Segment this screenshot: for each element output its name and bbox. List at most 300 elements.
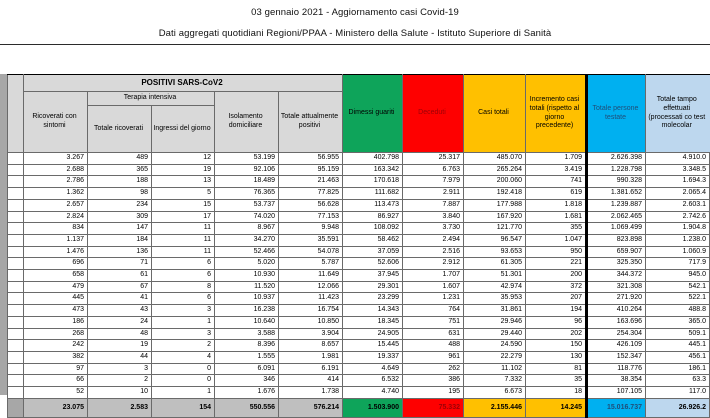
- cell-tamponi: 186.1: [646, 363, 710, 375]
- cell-terapia-totale: 10: [88, 387, 152, 399]
- cell-terapia-totale: 2: [88, 375, 152, 387]
- cell-attualmente-positivi: 12.066: [279, 281, 343, 293]
- cell-deceduti: 751: [403, 316, 464, 328]
- cell-incremento-casi: 150: [526, 340, 587, 352]
- total-deceduti: 75.332: [403, 398, 464, 417]
- region-cell: [8, 293, 24, 305]
- deceduti-header: Deceduti: [403, 75, 464, 153]
- cell-ricoverati-sintomi: 97: [24, 363, 88, 375]
- cell-ricoverati-sintomi: 834: [24, 223, 88, 235]
- cell-terapia-totale: 489: [88, 153, 152, 165]
- dimessi-guariti-header: Dimessi guariti: [343, 75, 403, 153]
- divider-line: [0, 44, 710, 45]
- cell-deceduti: 2.911: [403, 188, 464, 200]
- cell-tamponi: 4.910.0: [646, 153, 710, 165]
- cell-attualmente-positivi: 1.738: [279, 387, 343, 399]
- cell-tamponi: 2.742.6: [646, 211, 710, 223]
- cell-terapia-totale: 48: [88, 328, 152, 340]
- tamponi-header: Totale tampo effettuati (processati co test molecolar: [646, 75, 710, 153]
- cell-terapia-totale: 67: [88, 281, 152, 293]
- table-row: [8, 387, 710, 399]
- cell-attualmente-positivi: 5.787: [279, 258, 343, 270]
- cell-isolamento: 6.091: [215, 363, 279, 375]
- cell-terapia-totale: 147: [88, 223, 152, 235]
- cell-incremento-casi: 130: [526, 351, 587, 363]
- cell-casi-totali: 7.332: [464, 375, 526, 387]
- cell-persone-testate: 1.239.887: [587, 199, 646, 211]
- cell-terapia-totale: 234: [88, 199, 152, 211]
- cell-ricoverati-sintomi: 268: [24, 328, 88, 340]
- cell-ricoverati-sintomi: 2.657: [24, 199, 88, 211]
- cell-attualmente-positivi: 77.825: [279, 188, 343, 200]
- cell-incremento-casi: 81: [526, 363, 587, 375]
- cell-incremento-casi: 1.818: [526, 199, 587, 211]
- cell-terapia-totale: 188: [88, 176, 152, 188]
- cell-tamponi: 2.065.4: [646, 188, 710, 200]
- cell-ingressi-giorno: 11: [152, 223, 215, 235]
- cell-persone-testate: 118.776: [587, 363, 646, 375]
- cell-tamponi: 945.0: [646, 270, 710, 282]
- cell-isolamento: 1.676: [215, 387, 279, 399]
- cell-terapia-totale: 19: [88, 340, 152, 352]
- cell-deceduti: 1.607: [403, 281, 464, 293]
- cell-casi-totali: 93.653: [464, 246, 526, 258]
- cell-ingressi-giorno: 5: [152, 188, 215, 200]
- cell-incremento-casi: 96: [526, 316, 587, 328]
- cell-deceduti: 961: [403, 351, 464, 363]
- cell-terapia-totale: 98: [88, 188, 152, 200]
- region-cell: [8, 363, 24, 375]
- cell-dimessi-guariti: 52.606: [343, 258, 403, 270]
- cell-tamponi: 117.0: [646, 387, 710, 399]
- cell-deceduti: 488: [403, 340, 464, 352]
- cell-dimessi-guariti: 29.301: [343, 281, 403, 293]
- region-cell: [8, 351, 24, 363]
- table-row: [8, 293, 710, 305]
- cell-tamponi: 509.1: [646, 328, 710, 340]
- cell-persone-testate: 426.109: [587, 340, 646, 352]
- cell-ingressi-giorno: 6: [152, 270, 215, 282]
- region-cell: [8, 270, 24, 282]
- cell-ricoverati-sintomi: 1.137: [24, 234, 88, 246]
- cell-tamponi: 445.1: [646, 340, 710, 352]
- cell-attualmente-positivi: 9.948: [279, 223, 343, 235]
- cell-isolamento: 16.238: [215, 305, 279, 317]
- cell-attualmente-positivi: 11.649: [279, 270, 343, 282]
- cell-deceduti: 6.763: [403, 164, 464, 176]
- cell-ingressi-giorno: 4: [152, 351, 215, 363]
- cell-dimessi-guariti: 6.532: [343, 375, 403, 387]
- region-cell: [8, 258, 24, 270]
- cell-casi-totali: 6.673: [464, 387, 526, 399]
- cell-tamponi: 365.0: [646, 316, 710, 328]
- cell-ingressi-giorno: 0: [152, 375, 215, 387]
- cell-ingressi-giorno: 1: [152, 316, 215, 328]
- cell-isolamento: 3.588: [215, 328, 279, 340]
- total-isolamento: 550.556: [215, 398, 279, 417]
- table-row: [8, 270, 710, 282]
- cell-ingressi-giorno: 17: [152, 211, 215, 223]
- clipped-left-column: [0, 74, 7, 395]
- cell-deceduti: 386: [403, 375, 464, 387]
- cell-attualmente-positivi: 1.981: [279, 351, 343, 363]
- cell-deceduti: 1.707: [403, 270, 464, 282]
- cell-casi-totali: 35.953: [464, 293, 526, 305]
- cell-attualmente-positivi: 35.591: [279, 234, 343, 246]
- cell-terapia-totale: 61: [88, 270, 152, 282]
- region-cell: [8, 246, 24, 258]
- cell-isolamento: 92.106: [215, 164, 279, 176]
- cell-ingressi-giorno: 3: [152, 305, 215, 317]
- cell-deceduti: 2.516: [403, 246, 464, 258]
- cell-persone-testate: 38.354: [587, 375, 646, 387]
- cell-attualmente-positivi: 56.628: [279, 199, 343, 211]
- cell-casi-totali: 61.305: [464, 258, 526, 270]
- region-cell: [8, 199, 24, 211]
- table-body: [8, 153, 710, 399]
- cell-dimessi-guariti: 4.649: [343, 363, 403, 375]
- cell-dimessi-guariti: 23.299: [343, 293, 403, 305]
- table-row: [8, 164, 710, 176]
- cell-ingressi-giorno: 11: [152, 246, 215, 258]
- terapia-intensiva-group-header: Terapia intensiva: [88, 92, 215, 106]
- cell-tamponi: 1.060.9: [646, 246, 710, 258]
- table-row: [8, 316, 710, 328]
- cell-ricoverati-sintomi: 382: [24, 351, 88, 363]
- cell-attualmente-positivi: 11.423: [279, 293, 343, 305]
- isolamento-domiciliare-header: Isolamento domiciliare: [215, 92, 279, 153]
- cell-deceduti: 2.494: [403, 234, 464, 246]
- cell-terapia-totale: 24: [88, 316, 152, 328]
- table-row: [8, 211, 710, 223]
- region-column-header: [8, 75, 24, 153]
- cell-ingressi-giorno: 6: [152, 293, 215, 305]
- cell-ingressi-giorno: 2: [152, 340, 215, 352]
- cell-incremento-casi: 619: [526, 188, 587, 200]
- cell-ingressi-giorno: 0: [152, 363, 215, 375]
- cell-tamponi: 488.8: [646, 305, 710, 317]
- cell-ricoverati-sintomi: 186: [24, 316, 88, 328]
- cell-tamponi: 2.603.1: [646, 199, 710, 211]
- region-cell: [8, 234, 24, 246]
- cell-terapia-totale: 365: [88, 164, 152, 176]
- cell-isolamento: 74.020: [215, 211, 279, 223]
- cell-terapia-totale: 309: [88, 211, 152, 223]
- cell-incremento-casi: 202: [526, 328, 587, 340]
- cell-persone-testate: 271.920: [587, 293, 646, 305]
- cell-dimessi-guariti: 24.905: [343, 328, 403, 340]
- cell-incremento-casi: 35: [526, 375, 587, 387]
- cell-isolamento: 10.937: [215, 293, 279, 305]
- persone-testate-header: Totale persone testate: [587, 75, 646, 153]
- cell-ricoverati-sintomi: 66: [24, 375, 88, 387]
- cell-ingressi-giorno: 13: [152, 176, 215, 188]
- cell-isolamento: 5.020: [215, 258, 279, 270]
- cell-attualmente-positivi: 414: [279, 375, 343, 387]
- cell-casi-totali: 177.988: [464, 199, 526, 211]
- cell-persone-testate: 659.907: [587, 246, 646, 258]
- cell-incremento-casi: 355: [526, 223, 587, 235]
- cell-persone-testate: 2.626.398: [587, 153, 646, 165]
- cell-incremento-casi: 221: [526, 258, 587, 270]
- cell-tamponi: 1.904.8: [646, 223, 710, 235]
- region-cell: [8, 328, 24, 340]
- cell-isolamento: 53.199: [215, 153, 279, 165]
- region-cell: [8, 164, 24, 176]
- ingressi-del-giorno-header: Ingressi del giorno: [152, 106, 215, 153]
- cell-deceduti: 7.979: [403, 176, 464, 188]
- cell-deceduti: 262: [403, 363, 464, 375]
- cell-ricoverati-sintomi: 1.362: [24, 188, 88, 200]
- cell-ricoverati-sintomi: 242: [24, 340, 88, 352]
- region-cell: [8, 375, 24, 387]
- cell-dimessi-guariti: 58.462: [343, 234, 403, 246]
- cell-attualmente-positivi: 8.657: [279, 340, 343, 352]
- cell-dimessi-guariti: 19.337: [343, 351, 403, 363]
- cell-casi-totali: 121.770: [464, 223, 526, 235]
- total-attualmente-positivi: 576.214: [279, 398, 343, 417]
- cell-casi-totali: 29.440: [464, 328, 526, 340]
- cell-casi-totali: 167.920: [464, 211, 526, 223]
- cell-tamponi: 1.238.0: [646, 234, 710, 246]
- cell-ricoverati-sintomi: 473: [24, 305, 88, 317]
- table-row: [8, 340, 710, 352]
- cell-persone-testate: 152.347: [587, 351, 646, 363]
- ricoverati-sintomi-header: Ricoverati con sintomi: [24, 92, 88, 153]
- cell-deceduti: 2.912: [403, 258, 464, 270]
- cell-dimessi-guariti: 14.343: [343, 305, 403, 317]
- cell-casi-totali: 200.060: [464, 176, 526, 188]
- cell-attualmente-positivi: 95.159: [279, 164, 343, 176]
- cell-ingressi-giorno: 8: [152, 281, 215, 293]
- cell-casi-totali: 31.861: [464, 305, 526, 317]
- cell-tamponi: 456.1: [646, 351, 710, 363]
- region-cell: [8, 281, 24, 293]
- cell-persone-testate: 344.372: [587, 270, 646, 282]
- total-incremento-casi: 14.245: [526, 398, 587, 417]
- incremento-casi-header: Incremento casi totali (rispetto al giorno precedente): [526, 75, 587, 153]
- cell-dimessi-guariti: 163.342: [343, 164, 403, 176]
- cell-ricoverati-sintomi: 3.267: [24, 153, 88, 165]
- cell-isolamento: 53.737: [215, 199, 279, 211]
- cell-dimessi-guariti: 111.682: [343, 188, 403, 200]
- cell-deceduti: 3.840: [403, 211, 464, 223]
- cell-casi-totali: 192.418: [464, 188, 526, 200]
- cell-isolamento: 346: [215, 375, 279, 387]
- cell-terapia-totale: 44: [88, 351, 152, 363]
- cell-persone-testate: 325.350: [587, 258, 646, 270]
- region-cell: [8, 176, 24, 188]
- table-row: [8, 199, 710, 211]
- table-row: [8, 281, 710, 293]
- cell-ricoverati-sintomi: 696: [24, 258, 88, 270]
- cell-ricoverati-sintomi: 52: [24, 387, 88, 399]
- cell-incremento-casi: 3.419: [526, 164, 587, 176]
- cell-terapia-totale: 184: [88, 234, 152, 246]
- cell-tamponi: 717.9: [646, 258, 710, 270]
- cell-tamponi: 522.1: [646, 293, 710, 305]
- table-row: [8, 305, 710, 317]
- casi-totali-header: Casi totali: [464, 75, 526, 153]
- region-cell: [8, 153, 24, 165]
- report-subtitle: Dati aggregati quotidiani Regioni/PPAA - Ministero della Salute - Istituto Superiore di Sanità: [158, 28, 552, 39]
- cell-attualmente-positivi: 16.754: [279, 305, 343, 317]
- cell-incremento-casi: 1.681: [526, 211, 587, 223]
- table-row: [8, 223, 710, 235]
- cell-incremento-casi: 1.047: [526, 234, 587, 246]
- cell-tamponi: 3.348.5: [646, 164, 710, 176]
- table-row: [8, 234, 710, 246]
- cell-terapia-totale: 136: [88, 246, 152, 258]
- table-row: [8, 153, 710, 165]
- total-persone-testate: 15.016.737: [587, 398, 646, 417]
- cell-isolamento: 11.520: [215, 281, 279, 293]
- total-dimessi-guariti: 1.503.900: [343, 398, 403, 417]
- cell-isolamento: 8.967: [215, 223, 279, 235]
- region-cell: [8, 340, 24, 352]
- cell-casi-totali: 29.946: [464, 316, 526, 328]
- cell-deceduti: 195: [403, 387, 464, 399]
- cell-persone-testate: 107.105: [587, 387, 646, 399]
- table-row: [8, 176, 710, 188]
- cell-casi-totali: 11.102: [464, 363, 526, 375]
- cell-attualmente-positivi: 3.904: [279, 328, 343, 340]
- cell-persone-testate: 2.062.465: [587, 211, 646, 223]
- cell-incremento-casi: 372: [526, 281, 587, 293]
- covid-data-table: [7, 74, 710, 418]
- cell-persone-testate: 1.381.652: [587, 188, 646, 200]
- cell-tamponi: 1.694.3: [646, 176, 710, 188]
- cell-incremento-casi: 207: [526, 293, 587, 305]
- cell-deceduti: 1.231: [403, 293, 464, 305]
- cell-isolamento: 10.930: [215, 270, 279, 282]
- region-cell: [8, 211, 24, 223]
- cell-deceduti: 764: [403, 305, 464, 317]
- cell-tamponi: 542.1: [646, 281, 710, 293]
- cell-deceduti: 3.730: [403, 223, 464, 235]
- cell-isolamento: 8.396: [215, 340, 279, 352]
- cell-attualmente-positivi: 21.463: [279, 176, 343, 188]
- cell-ingressi-giorno: 3: [152, 328, 215, 340]
- table-totals-row: [8, 398, 710, 417]
- cell-isolamento: 18.489: [215, 176, 279, 188]
- cell-dimessi-guariti: 37.945: [343, 270, 403, 282]
- cell-attualmente-positivi: 10.850: [279, 316, 343, 328]
- table-row: [8, 351, 710, 363]
- positivi-group-header: POSITIVI SARS-CoV2: [24, 75, 343, 92]
- table-row: [8, 246, 710, 258]
- totale-ricoverati-header: Totale ricoverati: [88, 106, 152, 153]
- cell-casi-totali: 22.279: [464, 351, 526, 363]
- cell-deceduti: 25.317: [403, 153, 464, 165]
- cell-ricoverati-sintomi: 445: [24, 293, 88, 305]
- cell-ingressi-giorno: 6: [152, 258, 215, 270]
- cell-persone-testate: 254.304: [587, 328, 646, 340]
- cell-persone-testate: 990.328: [587, 176, 646, 188]
- cell-casi-totali: 24.590: [464, 340, 526, 352]
- cell-persone-testate: 1.228.798: [587, 164, 646, 176]
- cell-ricoverati-sintomi: 2.824: [24, 211, 88, 223]
- total-ingressi: 154: [152, 398, 215, 417]
- cell-ricoverati-sintomi: 658: [24, 270, 88, 282]
- cell-dimessi-guariti: 108.092: [343, 223, 403, 235]
- cell-dimessi-guariti: 15.445: [343, 340, 403, 352]
- table-header: [8, 75, 710, 153]
- cell-tamponi: 63.3: [646, 375, 710, 387]
- cell-attualmente-positivi: 77.153: [279, 211, 343, 223]
- cell-terapia-totale: 71: [88, 258, 152, 270]
- region-total-cell: [8, 398, 24, 417]
- cell-ricoverati-sintomi: 2.786: [24, 176, 88, 188]
- cell-persone-testate: 823.898: [587, 234, 646, 246]
- cell-incremento-casi: 18: [526, 387, 587, 399]
- table-row: [8, 375, 710, 387]
- cell-terapia-totale: 41: [88, 293, 152, 305]
- total-terapia-intensiva: 2.583: [88, 398, 152, 417]
- region-cell: [8, 188, 24, 200]
- cell-persone-testate: 321.308: [587, 281, 646, 293]
- cell-dimessi-guariti: 170.618: [343, 176, 403, 188]
- cell-ingressi-giorno: 11: [152, 234, 215, 246]
- table-row: [8, 363, 710, 375]
- cell-ingressi-giorno: 15: [152, 199, 215, 211]
- cell-persone-testate: 163.696: [587, 316, 646, 328]
- cell-terapia-totale: 43: [88, 305, 152, 317]
- cell-casi-totali: 96.547: [464, 234, 526, 246]
- cell-deceduti: 7.887: [403, 199, 464, 211]
- cell-casi-totali: 42.974: [464, 281, 526, 293]
- cell-isolamento: 1.555: [215, 351, 279, 363]
- cell-dimessi-guariti: 18.345: [343, 316, 403, 328]
- report-title: 03 gennaio 2021 - Aggiornamento casi Covid-19: [251, 7, 459, 18]
- region-cell: [8, 387, 24, 399]
- cell-terapia-totale: 3: [88, 363, 152, 375]
- cell-ricoverati-sintomi: 479: [24, 281, 88, 293]
- cell-attualmente-positivi: 54.078: [279, 246, 343, 258]
- region-cell: [8, 316, 24, 328]
- cell-dimessi-guariti: 86.927: [343, 211, 403, 223]
- cell-deceduti: 631: [403, 328, 464, 340]
- region-cell: [8, 223, 24, 235]
- cell-isolamento: 10.640: [215, 316, 279, 328]
- table-row: [8, 328, 710, 340]
- region-cell: [8, 305, 24, 317]
- table-row: [8, 258, 710, 270]
- cell-ingressi-giorno: 19: [152, 164, 215, 176]
- cell-dimessi-guariti: 113.473: [343, 199, 403, 211]
- total-tamponi: 26.926.2: [646, 398, 710, 417]
- cell-dimessi-guariti: 37.059: [343, 246, 403, 258]
- cell-dimessi-guariti: 402.798: [343, 153, 403, 165]
- total-ricoverati: 23.075: [24, 398, 88, 417]
- total-casi-totali: 2.155.446: [464, 398, 526, 417]
- cell-isolamento: 76.365: [215, 188, 279, 200]
- cell-isolamento: 52.466: [215, 246, 279, 258]
- cell-casi-totali: 51.301: [464, 270, 526, 282]
- cell-incremento-casi: 741: [526, 176, 587, 188]
- cell-attualmente-positivi: 56.955: [279, 153, 343, 165]
- cell-persone-testate: 410.264: [587, 305, 646, 317]
- cell-incremento-casi: 950: [526, 246, 587, 258]
- cell-ingressi-giorno: 12: [152, 153, 215, 165]
- attualmente-positivi-header: Totale attualmente positivi: [279, 92, 343, 153]
- cell-incremento-casi: 200: [526, 270, 587, 282]
- table-row: [8, 188, 710, 200]
- cell-casi-totali: 265.264: [464, 164, 526, 176]
- cell-ricoverati-sintomi: 2.688: [24, 164, 88, 176]
- cell-incremento-casi: 194: [526, 305, 587, 317]
- cell-attualmente-positivi: 6.191: [279, 363, 343, 375]
